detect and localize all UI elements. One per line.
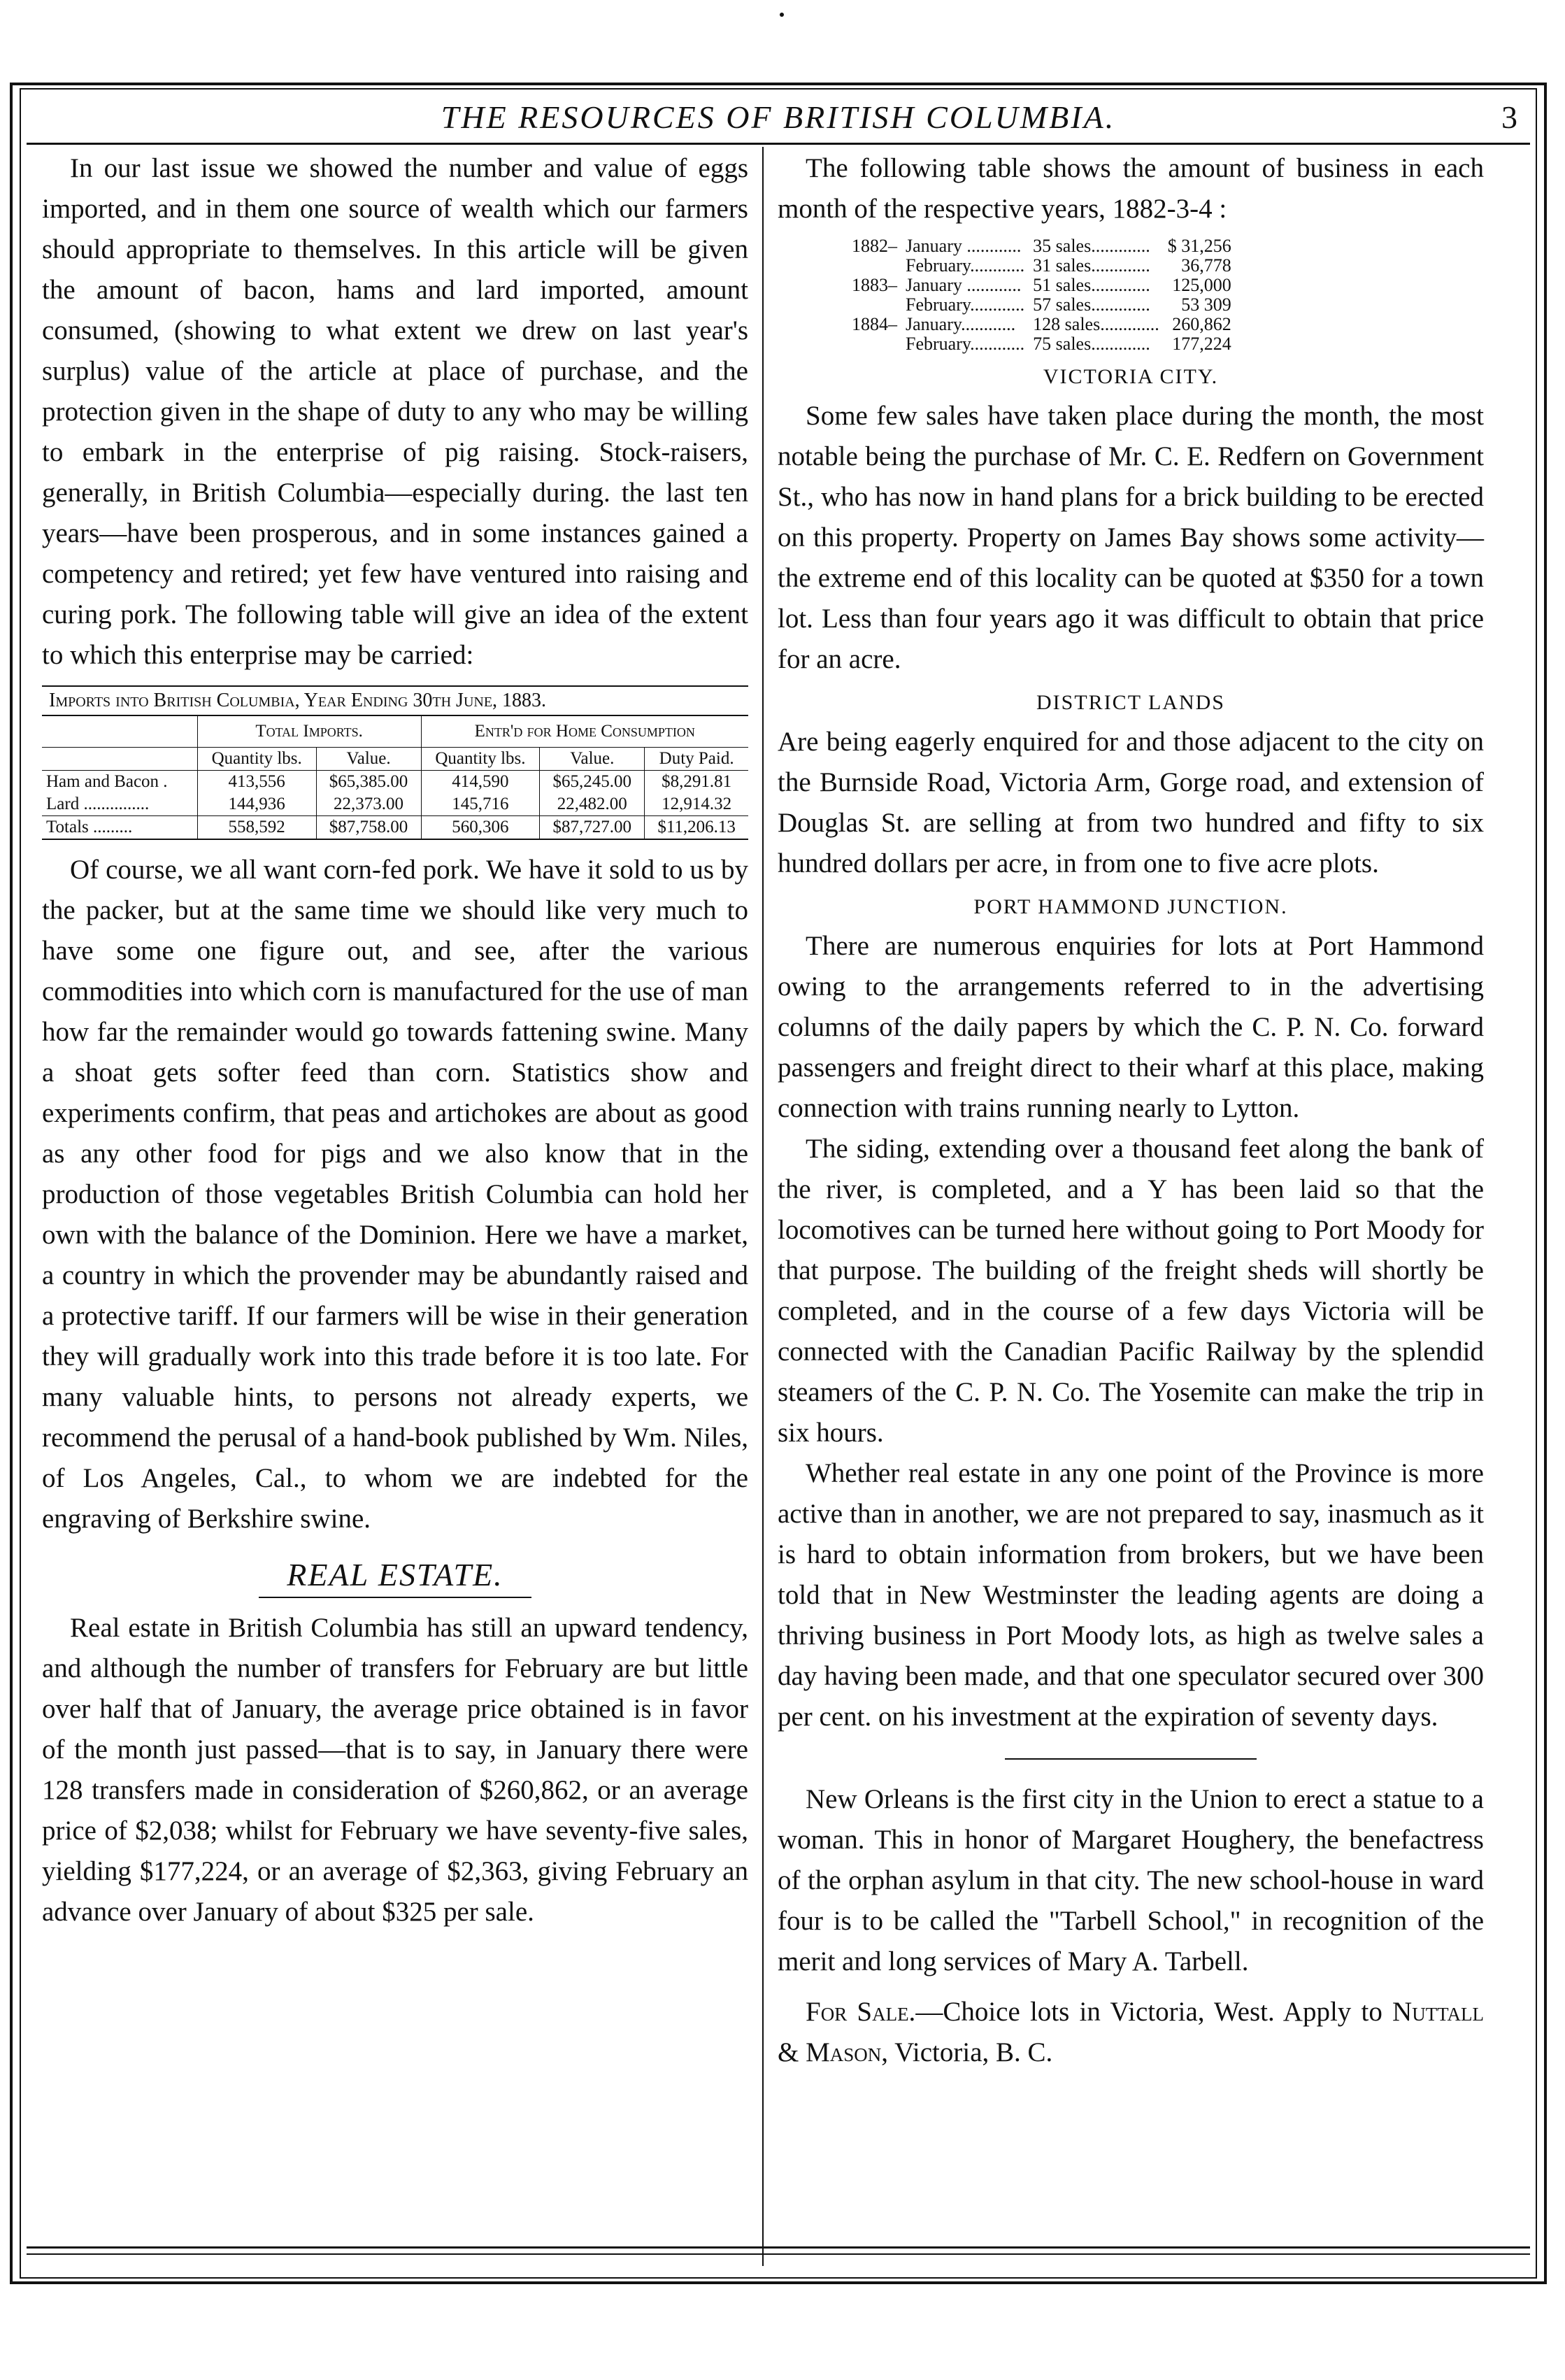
article-port-hammond-3: Whether real estate in any one point of the Province is more active than in another, we are not prepared to say, inasmuch as it is hard to obtain information from brokers, but we have been told that in New Westminster the leading agents are doing a thriving business in Port Moody lots, as high as twelve sales a day having been made, and that one speculator secured over 300 per cent. on his investment at the expiration of seventy days. — [778, 1458, 1484, 1732]
cell-year: 1884– — [852, 314, 897, 334]
article-pork-intro: In our last issue we showed the number and value of eggs imported, and in them one source of wealth which our farmers should appropriate to themselves. In this article will be given the amount of bacon, hams and lard imported, amount consumed, (showing to what extent we drew on last year's surplus) value of the article at place of purchase, and the protection given in the shape of duty to any who may be willing to embark in the enterprise of pig raising. Stock-raisers, generally, in British Columbia—especially during. the last ten years—have been prosperous, and in some instances gained a competency and retired; yet few have ventured into raising and curing pork. The following table will give an idea of the extent to which this enterprise may be carried: — [42, 153, 748, 670]
for-sale-place: , Victoria, B. C. — [881, 2037, 1053, 2067]
imports-col-qty: Quantity lbs. — [197, 748, 316, 771]
cell-month: February............ — [906, 255, 1025, 276]
cell-duty: 12,914.32 — [645, 793, 748, 816]
table-row — [848, 276, 1236, 295]
page-number: 3 — [1501, 99, 1517, 135]
cell-sales: 128 sales............. — [1033, 314, 1159, 334]
top-dot — [780, 13, 784, 17]
cell-amount: 260,862 — [1172, 314, 1231, 334]
cell-sales: 35 sales............. — [1033, 236, 1150, 256]
cell-qty: 413,556 — [197, 771, 316, 794]
article-real-estate: Real estate in British Columbia has still an upward tendency, and although the number of transfers for February are but little over half that of January, the average price obtained is in favor of the month just passed—that is to say, in January there were 128 transfers made in consideration of $260,862, or an average price of $2,038; whilst for February we have seventy-five sales, yielding $177,224, or an average of $2,363, giving February an advance over January of about $325 per sale. — [42, 1613, 748, 1927]
cell-month: January............ — [906, 314, 1016, 334]
for-sale-names: Nuttall & Mason — [778, 1997, 1485, 2067]
left-column — [42, 148, 748, 1932]
imports-table — [42, 716, 748, 840]
page-title: THE RESOURCES OF BRITISH COLUMBIA. — [441, 99, 1116, 135]
table-row — [848, 256, 1236, 276]
cell-value2: $65,245.00 — [540, 771, 645, 794]
bottom-rule-inner — [27, 2253, 1530, 2255]
total-value: $87,758.00 — [316, 816, 421, 840]
cell-qty2: 414,590 — [421, 771, 540, 794]
subheading-district-lands: DISTRICT LANDS — [1036, 691, 1225, 714]
subheading-port-hammond: PORT HAMMOND JUNCTION. — [973, 895, 1288, 918]
total-qty2: 560,306 — [421, 816, 540, 840]
cell-value: $65,385.00 — [316, 771, 421, 794]
subheading-victoria-city: VICTORIA CITY. — [1043, 365, 1219, 388]
monthly-table-intro: The following table shows the amount of business in each month of the respective years, 1882-3-4 : — [778, 153, 1484, 224]
cell-month: January ............ — [906, 236, 1022, 256]
table-row — [848, 334, 1236, 354]
cell-year: 1883– — [852, 275, 897, 295]
running-header — [27, 97, 1530, 138]
imports-group-total: Total Imports. — [197, 716, 421, 748]
cell-qty2: 145,716 — [421, 793, 540, 816]
article-pork-body: Of course, we all want corn-fed pork. We have it sold to us by the packer, but at the same time we should like very much to have some one figure out, and see, after the various commodities into which corn is manufactured for the use of man how far the remainder would go towards fattening swine. Many a shoat gets softer feed than corn. Statistics show and experiments confirm, that peas and artichokes are about as good as any other food for pigs and we also know that in the production of those vegetables British Columbia can hold her own with the balance of the Dominion. Here we have a market, a country in which the provender may be abundantly raised and a protective tariff. If our farmers will be wise in their generation they will gradually work into this trade before it is too late. For many valuable hints, to persons not already experts, we recommend the perusal of a hand-book published by Wm. Niles, of Los Angeles, Cal., to whom we are indebted for the engraving of Berkshire swine. — [42, 855, 748, 1534]
cell-value: 22,373.00 — [316, 793, 421, 816]
imports-sub-blank — [42, 748, 197, 771]
article-district-lands: Are being eagerly enquired for and those adjacent to the city on the Burnside Road, Victoria Arm, Gorge road, and extension of Douglas St. are selling at from two hundred and fifty to six hundred dollars per acre, in from one to five acre plots. — [778, 727, 1484, 878]
row-label: Lard ............... — [46, 794, 150, 813]
article-port-hammond-1: There are numerous enquiries for lots at Port Hammond owing to the arrangements referred to in the advertising columns of the daily papers by which the C. P. N. Co. forward passengers and freight direct to their wharf at this place, making connection with trains running nearly to Lytton. — [778, 931, 1484, 1123]
table-row — [848, 236, 1236, 256]
cell-qty: 144,936 — [197, 793, 316, 816]
cell-value2: 22,482.00 — [540, 793, 645, 816]
cell-amount: 125,000 — [1172, 275, 1231, 295]
right-column — [778, 148, 1484, 2073]
cell-year: 1882– — [852, 236, 897, 256]
imports-group-home: Entr'd for Home Consumption — [421, 716, 748, 748]
total-qty: 558,592 — [197, 816, 316, 840]
table-row — [42, 793, 748, 816]
cell-year — [848, 295, 901, 315]
cell-amount: 36,778 — [1181, 255, 1231, 276]
total-label: Totals ......... — [42, 816, 197, 840]
section-heading-real-estate: REAL ESTATE. — [42, 1555, 748, 1595]
total-duty: $11,206.13 — [645, 816, 748, 840]
table-row — [42, 771, 748, 794]
article-port-hammond-2: The siding, extending over a thousand feet along the bank of the river, is completed, and a Y has been laid so that the locomotives can be turned here without going to Port Moody for that purpose. The building of the freight sheds will shortly be completed, and in the course of a few days Victoria will be connected with the Canadian Pacific Railway by the splendid steamers of the C. P. N. Co. The Yosemite can make the trip in six hours. — [778, 1134, 1484, 1448]
cell-amount: 177,224 — [1172, 334, 1231, 354]
table-total-row — [42, 816, 748, 840]
cell-sales: 51 sales............. — [1033, 275, 1150, 295]
for-sale-label: For Sale. — [806, 1997, 916, 2027]
imports-col-value: Value. — [316, 748, 421, 771]
cell-sales: 75 sales............. — [1033, 334, 1150, 354]
imports-table-blank — [42, 716, 197, 748]
for-sale-notice — [778, 1992, 1484, 2073]
imports-col-value2: Value. — [540, 748, 645, 771]
cell-month: January ............ — [906, 275, 1022, 295]
header-rule — [27, 143, 1530, 145]
article-new-orleans: New Orleans is the first city in the Union to erect a statue to a woman. This in honor of Margaret Houghery, the benefactress of the orphan asylum in that city. The new school-house in ward four is to be called the "Tarbell School," in recognition of the merit and long services of Mary A. Tarbell. — [778, 1784, 1484, 1976]
total-value2: $87,727.00 — [540, 816, 645, 840]
bottom-rule — [27, 2246, 1530, 2249]
section-rule — [1005, 1758, 1257, 1760]
column-divider — [762, 147, 764, 2266]
article-victoria-city: Some few sales have taken place during the month, the most notable being the purchase of Mr. C. E. Redfern on Government St., who has now in hand plans for a brick building to be erected on this property. Property on James Bay shows some activity—the extreme end of this locality can be quoted at $350 for a town lot. Less than four years ago it was difficult to obtain that price for an acre. — [778, 401, 1484, 674]
cell-month: February............ — [906, 294, 1025, 315]
cell-month: February............ — [906, 334, 1025, 354]
imports-col-qty2: Quantity lbs. — [421, 748, 540, 771]
cell-year — [848, 256, 901, 276]
cell-amount: $ 31,256 — [1167, 236, 1231, 256]
imports-col-duty: Duty Paid. — [645, 748, 748, 771]
table-row — [848, 295, 1236, 315]
cell-sales: 57 sales............. — [1033, 294, 1150, 315]
cell-duty: $8,291.81 — [645, 771, 748, 794]
cell-sales: 31 sales............. — [1033, 255, 1150, 276]
monthly-sales-table — [848, 236, 1236, 354]
cell-year — [848, 334, 901, 354]
row-label: Ham and Bacon . — [46, 772, 168, 791]
for-sale-text: —Choice lots in Victoria, West. Apply to — [915, 1997, 1382, 2027]
imports-table-title: Imports into British Columbia, Year Ending 30th June, 1883. — [42, 685, 748, 716]
table-row — [848, 315, 1236, 334]
cell-amount: 53 309 — [1181, 294, 1231, 315]
